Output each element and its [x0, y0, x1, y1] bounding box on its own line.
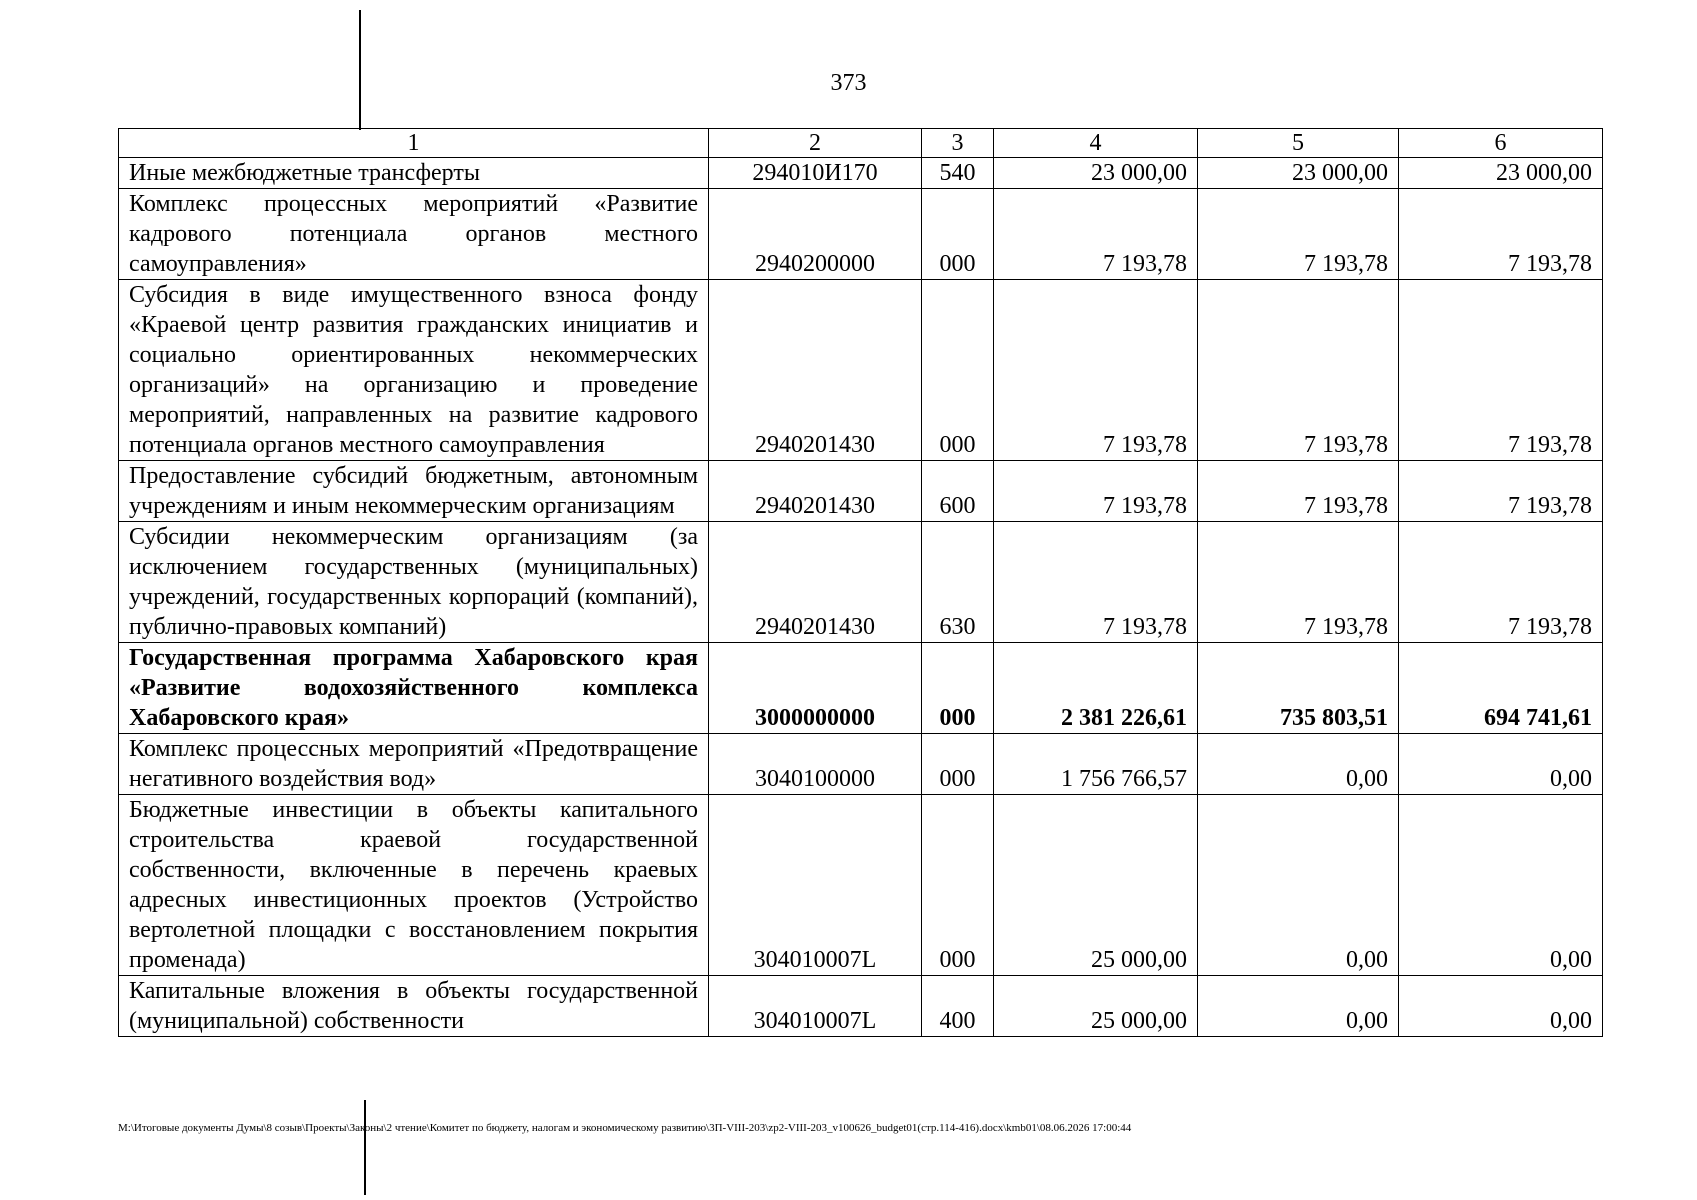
row-code-cell: 304010007L — [709, 976, 922, 1037]
row-name-cell: Государственная программа Хабаровского края «Развитие водохозяйственного комплекса Хабаровского края» — [119, 643, 709, 734]
row-value-col4-cell: 25 000,00 — [994, 795, 1198, 976]
budget-table — [118, 128, 1603, 1037]
scan-artifact-line-top — [359, 10, 361, 130]
header-cell-6: 6 — [1399, 129, 1603, 158]
row-type-cell: 000 — [922, 643, 994, 734]
page-number: 373 — [830, 70, 867, 96]
document-path-footer: M:\Итоговые документы Думы\8 созыв\Проекты\Законы\2 чтение\Комитет по бюджету, налогам и экономическому развитию\3П-VIII-203\zp2-VIII-203_v100626_budget01(стр.114-416).docx\kmb01\08.06.2026 17:00:44 — [118, 1122, 1132, 1134]
row-code-cell: 294010И170 — [709, 158, 922, 189]
row-value-col4-cell: 7 193,78 — [994, 189, 1198, 280]
row-value-col6-cell: 0,00 — [1399, 734, 1603, 795]
row-name-cell: Капитальные вложения в объекты государственной (муниципальной) собственности — [119, 976, 709, 1037]
row-code-cell: 3000000000 — [709, 643, 922, 734]
table-row — [119, 280, 1603, 461]
header-cell-4: 4 — [994, 129, 1198, 158]
row-value-col5-cell: 23 000,00 — [1198, 158, 1399, 189]
row-value-col6-cell: 7 193,78 — [1399, 461, 1603, 522]
table-row — [119, 522, 1603, 643]
row-value-col4-cell: 7 193,78 — [994, 461, 1198, 522]
budget-table-body — [119, 129, 1603, 1037]
row-value-col4-cell: 1 756 766,57 — [994, 734, 1198, 795]
row-value-col4-cell: 7 193,78 — [994, 280, 1198, 461]
row-name-cell: Субсидия в виде имущественного взноса фонду «Краевой центр развития гражданских инициатив и социально ориентированных некоммерческих организаций» на организацию и проведение мероприятий, направленных на развитие кадрового потенциала органов местного самоуправления — [119, 280, 709, 461]
row-value-col5-cell: 7 193,78 — [1198, 461, 1399, 522]
table-row — [119, 795, 1603, 976]
row-name-cell: Предоставление субсидий бюджетным, автономным учреждениям и иным некоммерческим организациям — [119, 461, 709, 522]
table-row — [119, 976, 1603, 1037]
row-value-col4-cell: 23 000,00 — [994, 158, 1198, 189]
row-name-cell: Иные межбюджетные трансферты — [119, 158, 709, 189]
table-header-row — [119, 129, 1603, 158]
row-type-cell: 000 — [922, 795, 994, 976]
row-type-cell: 000 — [922, 280, 994, 461]
table-row — [119, 643, 1603, 734]
row-type-cell: 400 — [922, 976, 994, 1037]
row-value-col6-cell: 23 000,00 — [1399, 158, 1603, 189]
row-type-cell: 000 — [922, 734, 994, 795]
row-value-col4-cell: 25 000,00 — [994, 976, 1198, 1037]
row-value-col4-cell: 2 381 226,61 — [994, 643, 1198, 734]
row-type-cell: 540 — [922, 158, 994, 189]
row-name-cell: Комплекс процессных мероприятий «Предотвращение негативного воздействия вод» — [119, 734, 709, 795]
row-value-col5-cell: 7 193,78 — [1198, 280, 1399, 461]
row-name-cell: Комплекс процессных мероприятий «Развитие кадрового потенциала органов местного самоуправления» — [119, 189, 709, 280]
row-value-col4-cell: 7 193,78 — [994, 522, 1198, 643]
row-value-col5-cell: 735 803,51 — [1198, 643, 1399, 734]
table-row — [119, 734, 1603, 795]
row-value-col5-cell: 0,00 — [1198, 795, 1399, 976]
row-code-cell: 2940200000 — [709, 189, 922, 280]
table-row — [119, 189, 1603, 280]
row-type-cell: 000 — [922, 189, 994, 280]
row-name-cell: Бюджетные инвестиции в объекты капитального строительства краевой государственной собственности, включенные в перечень краевых адресных инвестиционных проектов (Устройство вертолетной площадки с восстановлением покрытия променада) — [119, 795, 709, 976]
row-code-cell: 2940201430 — [709, 280, 922, 461]
row-value-col6-cell: 7 193,78 — [1399, 189, 1603, 280]
header-cell-2: 2 — [709, 129, 922, 158]
row-code-cell: 2940201430 — [709, 522, 922, 643]
row-name-cell: Субсидии некоммерческим организациям (за исключением государственных (муниципальных) учреждений, государственных корпораций (компаний), публично-правовых компаний) — [119, 522, 709, 643]
row-value-col5-cell: 0,00 — [1198, 976, 1399, 1037]
row-code-cell: 2940201430 — [709, 461, 922, 522]
row-value-col6-cell: 694 741,61 — [1399, 643, 1603, 734]
scan-artifact-line-bottom — [364, 1100, 366, 1195]
table-row — [119, 461, 1603, 522]
row-value-col5-cell: 0,00 — [1198, 734, 1399, 795]
header-cell-5: 5 — [1198, 129, 1399, 158]
row-value-col6-cell: 7 193,78 — [1399, 280, 1603, 461]
row-code-cell: 3040100000 — [709, 734, 922, 795]
header-cell-1: 1 — [119, 129, 709, 158]
row-code-cell: 304010007L — [709, 795, 922, 976]
row-type-cell: 630 — [922, 522, 994, 643]
header-cell-3: 3 — [922, 129, 994, 158]
row-value-col6-cell: 0,00 — [1399, 976, 1603, 1037]
row-value-col6-cell: 7 193,78 — [1399, 522, 1603, 643]
row-value-col5-cell: 7 193,78 — [1198, 522, 1399, 643]
row-value-col6-cell: 0,00 — [1399, 795, 1603, 976]
row-type-cell: 600 — [922, 461, 994, 522]
row-value-col5-cell: 7 193,78 — [1198, 189, 1399, 280]
table-row — [119, 158, 1603, 189]
